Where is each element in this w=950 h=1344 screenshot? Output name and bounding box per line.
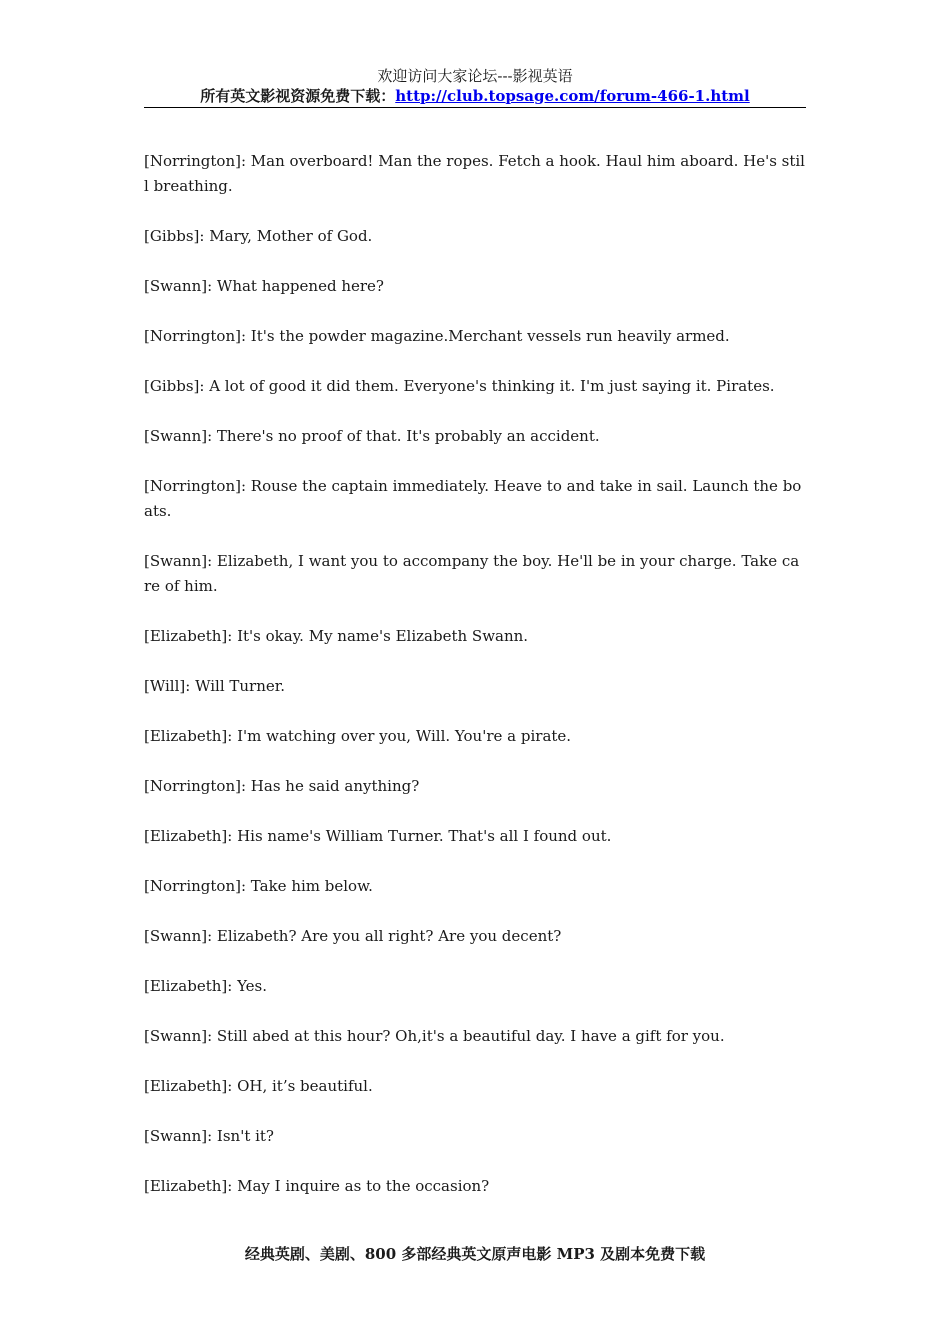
dialogue-line: [Swann]: Still abed at this hour? Oh,it's a beautiful day. I have a gift for you. bbox=[144, 1027, 725, 1045]
dialogue-line: [Swann]: What happened here? bbox=[144, 277, 384, 295]
dialogue-line: [Swann]: Elizabeth? Are you all right? Are you decent? bbox=[144, 927, 562, 945]
page-footer: 经典英剧、美剧、800 多部经典英文原声电影 MP3 及剧本免费下载 bbox=[244, 1245, 706, 1263]
dialogue-line: [Norrington]: Man overboard! Man the ropes. Fetch a hook. Haul him aboard. He's still breathing. bbox=[144, 152, 805, 195]
header-welcome: 欢迎访问大家论坛---影视英语 bbox=[377, 67, 573, 85]
page-header bbox=[144, 66, 806, 108]
dialogue-line: [Swann]: Elizabeth, I want you to accompany the boy. He'll be in your charge. Take care of him. bbox=[144, 552, 800, 595]
dialogue-line: [Elizabeth]: It's okay. My name's Elizabeth Swann. bbox=[144, 627, 529, 645]
dialogue-line: [Elizabeth]: I'm watching over you, Will. You're a pirate. bbox=[144, 727, 572, 745]
dialogue-line: [Elizabeth]: Yes. bbox=[144, 977, 268, 995]
dialogue-line: [Swann]: Isn't it? bbox=[144, 1127, 274, 1145]
dialogue-line: [Elizabeth]: His name's William Turner. That's all I found out. bbox=[144, 827, 612, 845]
dialogue-line: [Norrington]: Has he said anything? bbox=[144, 777, 420, 795]
header-download-prefix: 所有英文影视资源免费下载： bbox=[200, 87, 396, 105]
dialogue-line: [Elizabeth]: May I inquire as to the occasion? bbox=[144, 1177, 490, 1195]
dialogue-line: [Swann]: There's no proof of that. It's probably an accident. bbox=[144, 427, 600, 445]
dialogue-line: [Gibbs]: Mary, Mother of God. bbox=[144, 227, 373, 245]
dialogue-line: [Norrington]: Rouse the captain immediately. Heave to and take in sail. Launch the boats. bbox=[144, 477, 802, 520]
script-body bbox=[144, 149, 806, 1224]
dialogue-line: [Will]: Will Turner. bbox=[144, 677, 286, 695]
dialogue-line: [Gibbs]: A lot of good it did them. Everyone's thinking it. I'm just saying it. Pirates. bbox=[144, 377, 775, 395]
forum-link[interactable]: http://club.topsage.com/forum-466-1.html bbox=[395, 87, 750, 105]
dialogue-line: [Elizabeth]: OH, it’s beautiful. bbox=[144, 1077, 373, 1095]
header-download-line bbox=[144, 86, 806, 106]
dialogue-line: [Norrington]: Take him below. bbox=[144, 877, 373, 895]
dialogue-line: [Norrington]: It's the powder magazine.Merchant vessels run heavily armed. bbox=[144, 327, 730, 345]
